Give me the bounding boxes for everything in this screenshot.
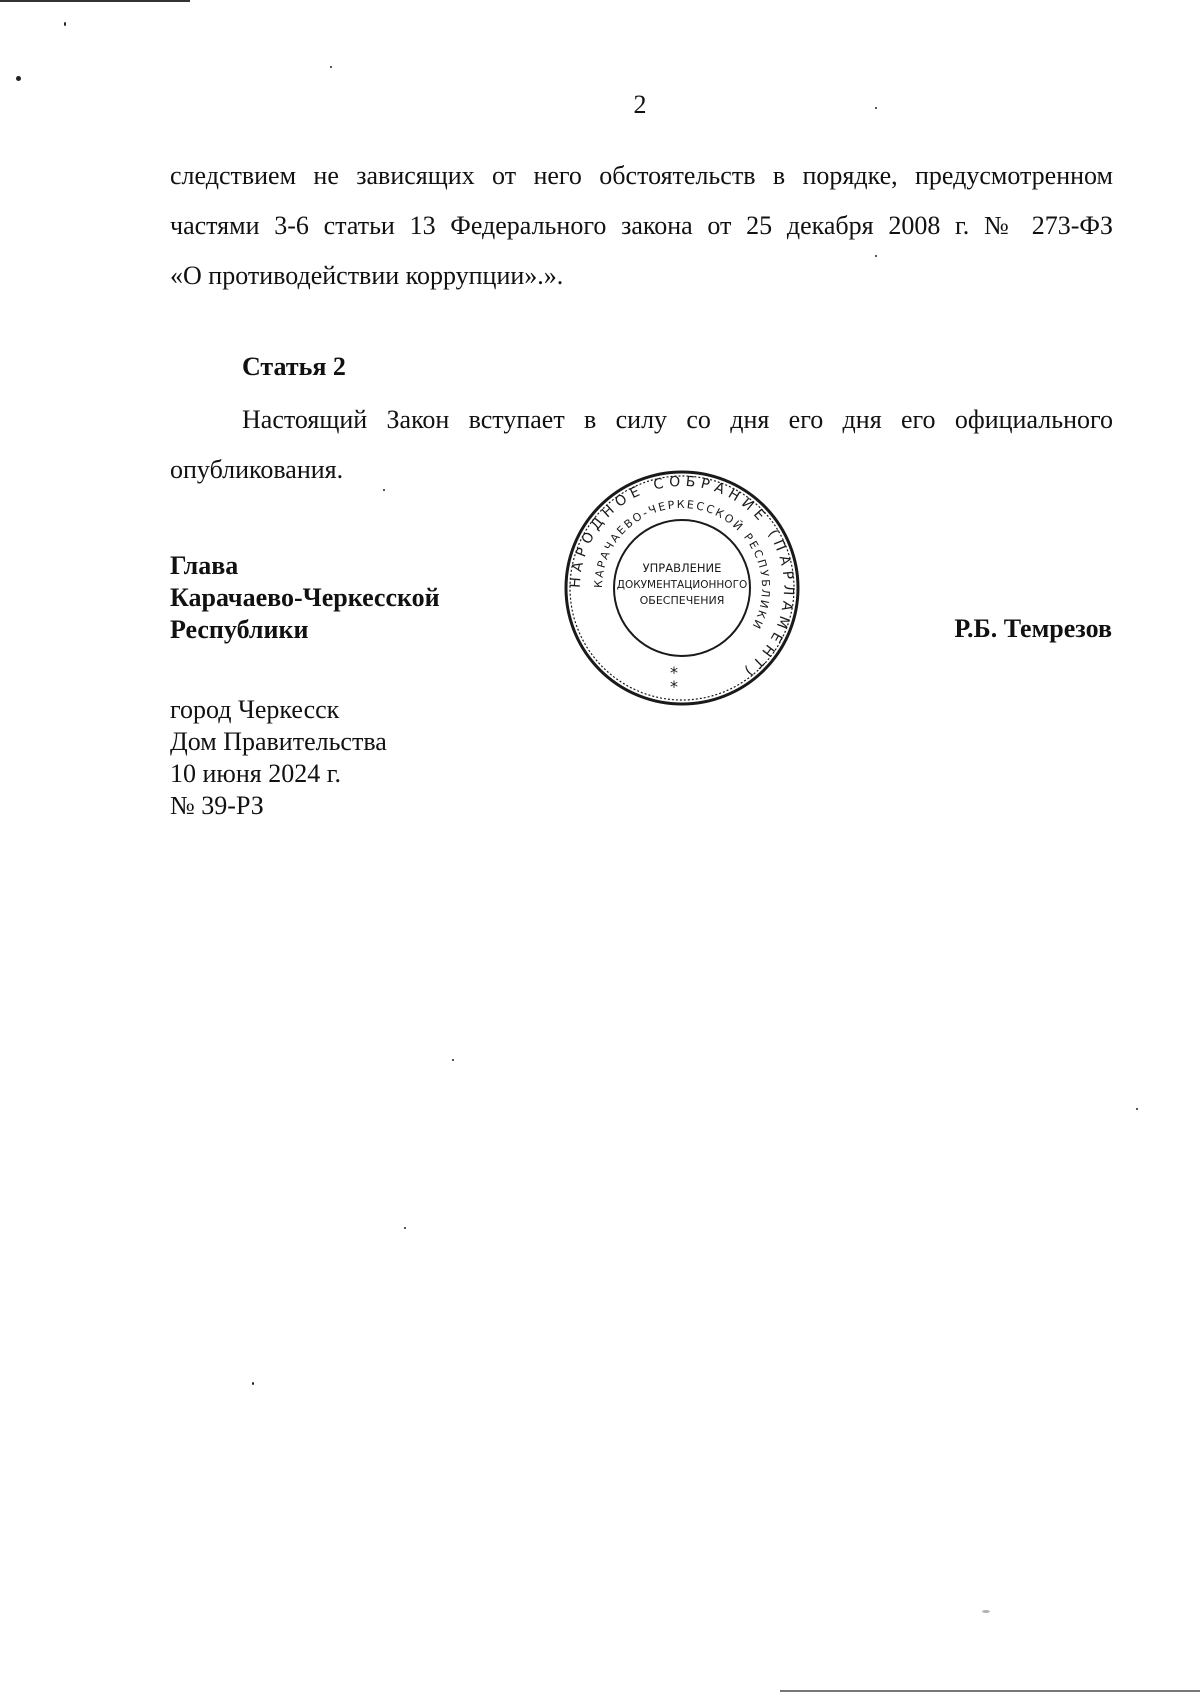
signatory-title-line: Глава: [170, 551, 239, 580]
paragraph-line: частями 3-6 статьи 13 Федерального закона от 25 декабря 2008 г. № 273-ФЗ: [170, 211, 1113, 240]
scan-speck: [404, 1227, 406, 1229]
place-line: город Черкесск: [170, 695, 340, 724]
seal-star: *: [670, 663, 678, 682]
scan-speck: [452, 1059, 454, 1061]
seal-center-line: УПРАВЛЕНИЕ: [642, 561, 722, 575]
scan-speck: [330, 66, 332, 68]
signatory-title-line: Республики: [170, 615, 309, 644]
law-number: № 39-РЗ: [170, 791, 264, 820]
seal-center-line: ДОКУМЕНТАЦИОННОГО: [616, 579, 748, 591]
place-and-date: [170, 694, 387, 822]
paragraph-line: следствием не зависящих от него обстоятельств в порядке, предусмотренном: [170, 161, 1113, 190]
signatory-title-line: Карачаево-Черкесской: [170, 583, 440, 612]
scan-speck: [252, 1382, 254, 1385]
scan-speck: [64, 22, 66, 26]
paragraph-line: Настоящий Закон вступает в силу со дня его дня его официального: [242, 405, 1113, 434]
seal-inner-text: КАРАЧАЕВО-ЧЕРКЕССКОЙ РЕСПУБЛИКИ: [591, 497, 773, 633]
scan-speck: [1136, 1108, 1138, 1110]
signatory-name: Р.Б. Темрезов: [954, 614, 1112, 643]
article-heading: Статья 2: [242, 352, 346, 381]
seal-outer-text: НАРОДНОЕ СОБРАНИЕ (ПАРЛАМЕНТ): [567, 473, 797, 682]
scan-edge-bottom: [780, 1690, 1200, 1692]
page-number: 2: [633, 90, 647, 119]
continuation-paragraph: [170, 151, 1113, 301]
signatory-title: [170, 550, 440, 646]
scan-speck: [16, 76, 21, 81]
paragraph-line: опубликования.: [170, 455, 344, 484]
scan-edge-top: [0, 0, 190, 2]
seal-star: *: [670, 677, 678, 696]
place-line: Дом Правительства: [170, 727, 387, 756]
date-line: 10 июня 2024 г.: [170, 759, 341, 788]
paragraph-line: «О противодействии коррупции».».: [170, 261, 564, 290]
official-seal: [562, 470, 802, 706]
seal-center-line: ОБЕСПЕЧЕНИЯ: [639, 594, 725, 607]
scan-speck: [982, 1610, 990, 1613]
